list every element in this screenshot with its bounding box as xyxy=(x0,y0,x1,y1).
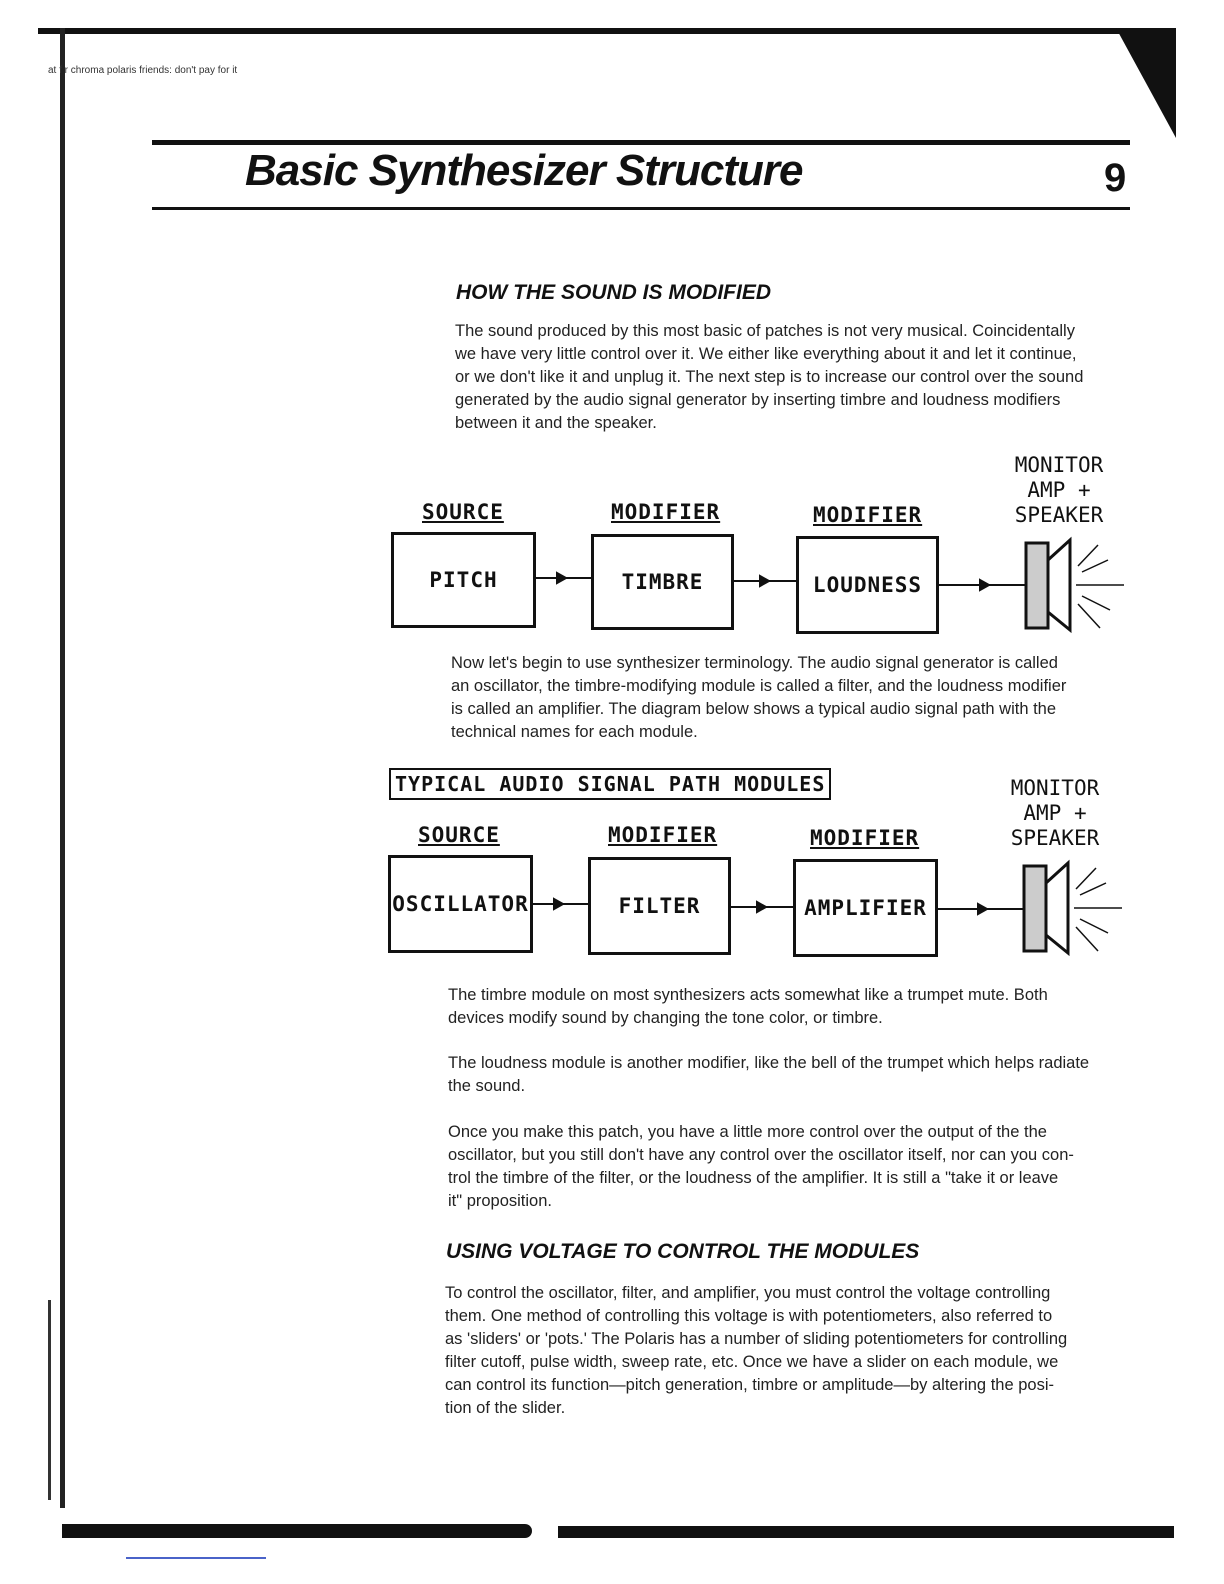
section-heading-how-sound-modified: HOW THE SOUND IS MODIFIED xyxy=(456,281,771,304)
page-number: 9 xyxy=(1104,156,1127,200)
scan-edge-left-lower xyxy=(48,1300,51,1500)
paragraph-terminology: Now let's begin to use synthesizer terminology. The audio signal generator is called an oscillator, the timbre-modifying module is called a filter, and the loudness modifier is called an amplifier. The diagram below shows a typical audio signal path with the technical names for each module. xyxy=(451,654,1067,741)
scan-edge-bottom-right xyxy=(558,1526,1174,1538)
box-amplifier: AMPLIFIER xyxy=(793,859,938,957)
label-modifier-filter: MODIFIER xyxy=(608,823,718,847)
section-heading-using-voltage: USING VOLTAGE TO CONTROL THE MODULES xyxy=(446,1240,920,1263)
page-title: Basic Synthesizer Structure xyxy=(245,146,803,195)
paragraph-voltage-control: To control the oscillator, filter, and amplifier, you must control the voltage controlling them. One method of controlling this voltage is with potentiometers, also referred to as 'sliders' or 'pots.' The Polaris has a number of sliding potentiometers for controlling filter cutoff, pulse width, sweep rate, etc. Once we have a slider on each module, we can control its function—pitch generation, timbre or amplitude—by altering the posi- tion of the slider. xyxy=(445,1284,1068,1417)
diagram-title: TYPICAL AUDIO SIGNAL PATH MODULES xyxy=(389,768,831,800)
label-source: SOURCE xyxy=(422,500,504,524)
label-modifier-timbre: MODIFIER xyxy=(611,500,721,524)
box-loudness: LOUDNESS xyxy=(796,536,939,634)
speaker-icon xyxy=(1024,863,1122,953)
header-note: at f r chroma polaris friends: don't pay for it xyxy=(48,65,238,76)
paragraph-timbre-module: The timbre module on most synthesizers acts somewhat like a trumpet mute. Both devices modify sound by changing the tone color, or timbre. xyxy=(448,986,1048,1027)
label-source: SOURCE xyxy=(418,823,500,847)
monitor-amp-speaker-label: MONITOR AMP + SPEAKER xyxy=(1010,776,1100,850)
label-modifier-loudness: MODIFIER xyxy=(813,503,923,527)
box-timbre: TIMBRE xyxy=(591,534,734,630)
box-oscillator: OSCILLATOR xyxy=(388,855,533,953)
paragraph-loudness-module: The loudness module is another modifier, like the bell of the trumpet which helps radiate the sound. xyxy=(448,1054,1090,1095)
label-modifier-amplifier: MODIFIER xyxy=(810,826,920,850)
box-filter: FILTER xyxy=(588,857,731,955)
paragraph-intro: The sound produced by this most basic of patches is not very musical. Coincidentally we have very little control over it. We either like everything about it and let it continue, or we don't like it and unplug it. The next step is to increase our control over the sound generated by the audio signal generator by inserting timbre and loudness modifiers between it and the speaker. xyxy=(455,322,1084,432)
paragraph-patch-control: Once you make this patch, you have a little more control over the output of the the oscillator, but you still don't have any control over the oscillator itself, nor can you con- trol the timbre of the filter, or the loudness of the amplifier. It is still a "take it or leave it" proposition. xyxy=(448,1123,1074,1210)
box-pitch: PITCH xyxy=(391,532,536,628)
monitor-amp-speaker-label: MONITOR AMP + SPEAKER xyxy=(1014,453,1104,527)
scan-mark-line xyxy=(126,1557,266,1559)
scan-edge-bottom-left xyxy=(62,1524,532,1538)
